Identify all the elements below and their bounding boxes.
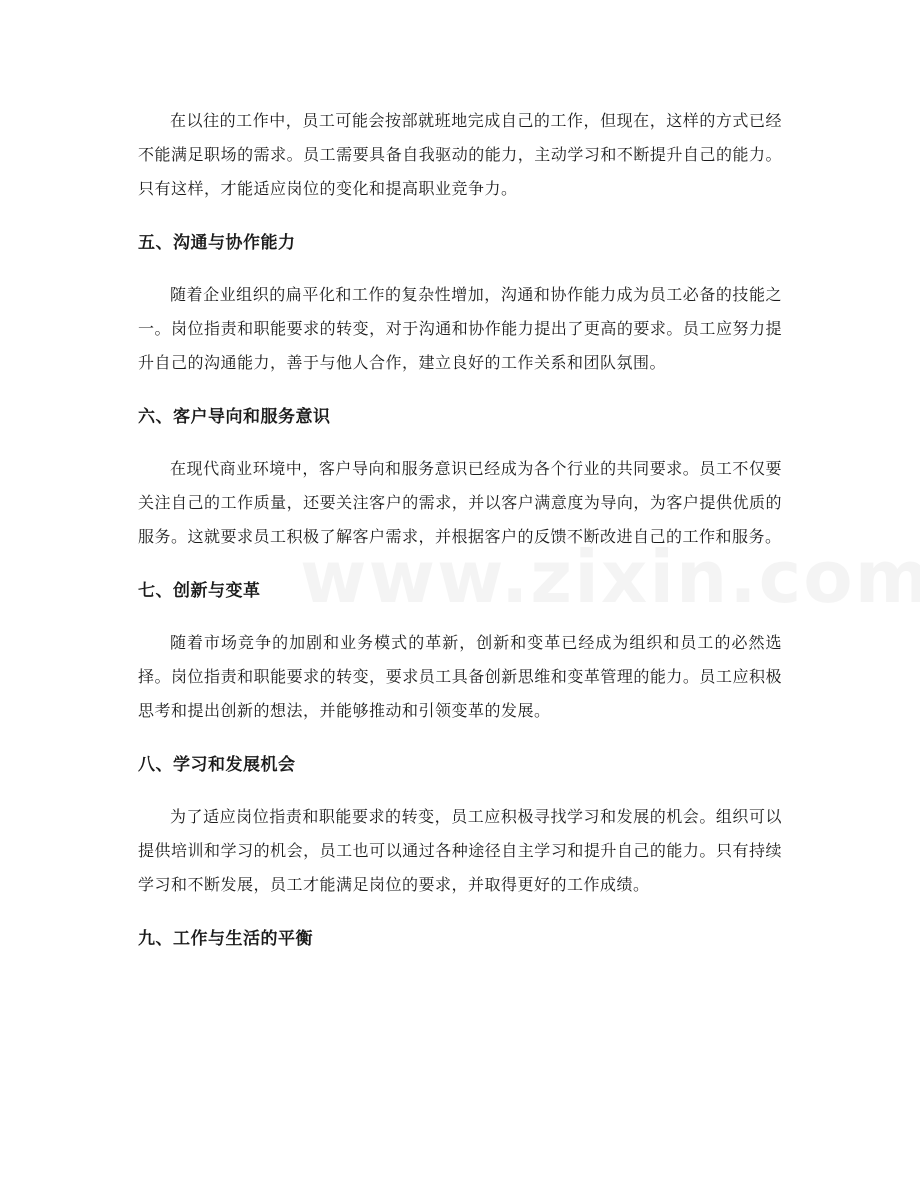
section-paragraph-5: 随着企业组织的扁平化和工作的复杂性增加，沟通和协作能力成为员工必备的技能之一。岗位指责和职能要求的转变，对于沟通和协作能力提出了更高的要求。员工应努力提升自己的沟通能力，善于与他人合作，建立良好的工作关系和团队氛围。 (138, 285, 782, 372)
intro-paragraph: 在以往的工作中，员工可能会按部就班地完成自己的工作，但现在，这样的方式已经不能满足职场的需求。员工需要具备自我驱动的能力，主动学习和不断提升自己的能力。只有这样，才能适应岗位的变化和提高职业竞争力。 (138, 111, 782, 198)
section-heading-6: 六、客户导向和服务意识 (138, 407, 331, 427)
section-heading-7: 七、创新与变革 (138, 581, 261, 601)
section-paragraph-7: 随着市场竞争的加剧和业务模式的革新，创新和变革已经成为组织和员工的必然选择。岗位指责和职能要求的转变，要求员工具备创新思维和变革管理的能力。员工应积极思考和提出创新的想法，并能够推动和引领变革的发展。 (138, 633, 782, 720)
section-heading-5: 五、沟通与协作能力 (138, 233, 296, 253)
section-paragraph-6: 在现代商业环境中，客户导向和服务意识已经成为各个行业的共同要求。员工不仅要关注自己的工作质量，还要关注客户的需求，并以客户满意度为导向，为客户提供优质的服务。这就要求员工积极了解客户需求，并根据客户的反馈不断改进自己的工作和服务。 (138, 459, 782, 546)
section-heading-9: 九、工作与生活的平衡 (138, 929, 313, 949)
document-body (138, 104, 782, 974)
section-heading-8: 八、学习和发展机会 (138, 755, 296, 775)
section-paragraph-8: 为了适应岗位指责和职能要求的转变，员工应积极寻找学习和发展的机会。组织可以提供培训和学习的机会，员工也可以通过各种途径自主学习和提升自己的能力。只有持续学习和不断发展，员工才能满足岗位的要求，并取得更好的工作成绩。 (138, 807, 782, 894)
